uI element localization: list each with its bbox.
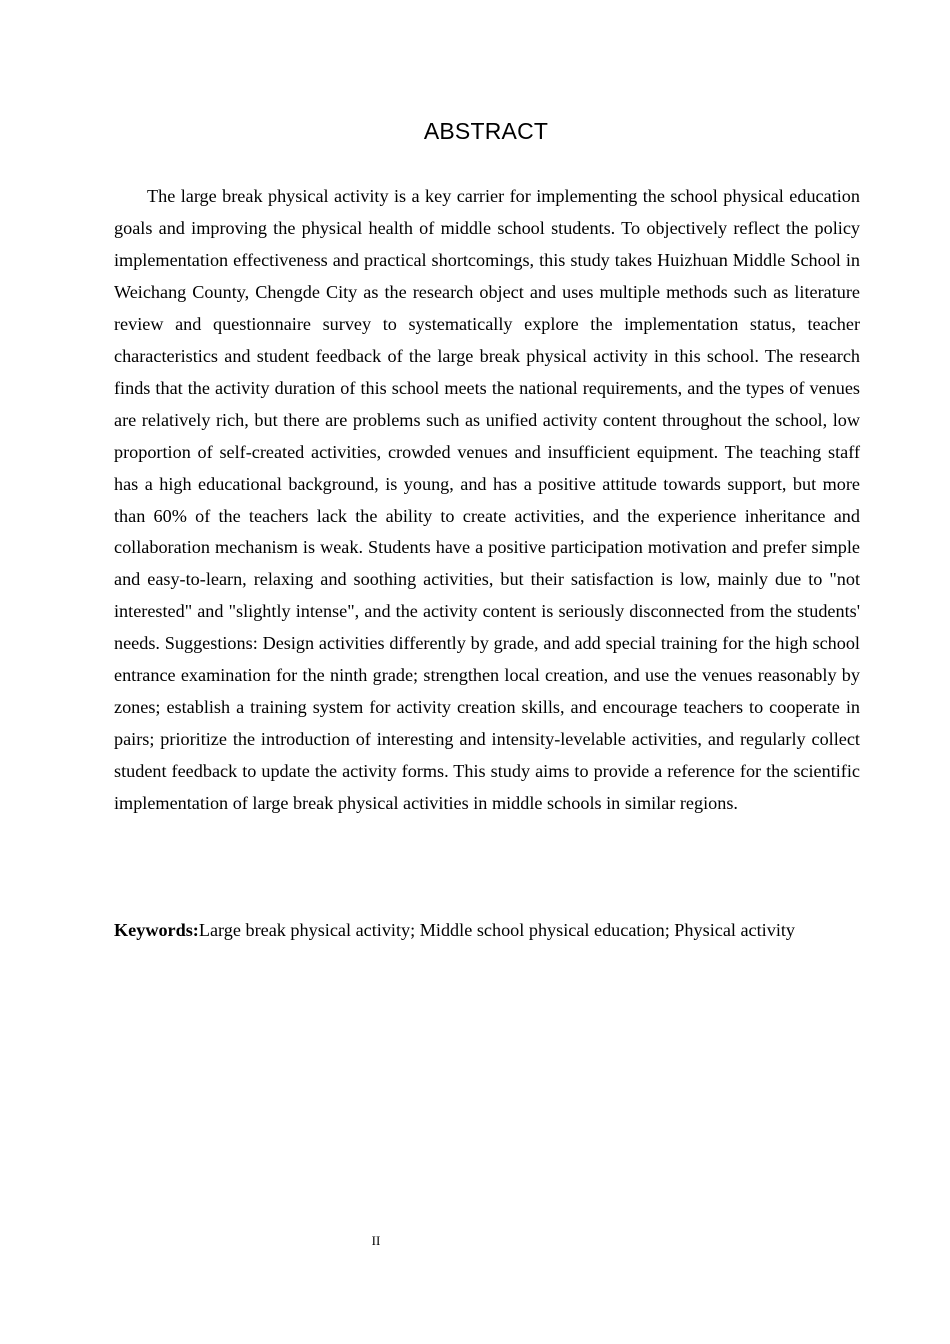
page-number: II	[371, 1233, 381, 1248]
keywords-label: Keywords:	[114, 920, 199, 940]
keywords-text: Large break physical activity; Middle school physical education; Physical activity	[198, 920, 796, 940]
abstract-title: ABSTRACT	[423, 118, 549, 144]
abstract-body: The large break physical activity is a key carrier for implementing the school physical education goals and improving the physical health of middle school students. To objectively reflect the policy implementation effectiveness and practical shortcomings, this study takes Huizhuan Middle School in Weichang County, Chengde City as the research object and uses multiple methods such as literature review and questionnaire survey to systematically explore the implementation status, teacher characteristics and student feedback of the large break physical activity in this school. The research finds that the activity duration of this school meets the national requirements, and the types of venues are relatively rich, but there are problems such as unified activity content throughout the school, low proportion of self-created activities, crowded venues and insufficient equipment. The teaching staff has a high educational background, is young, and has a positive attitude towards support, but more than 60% of the teachers lack the ability to create activities, and the experience inheritance and collaboration mechanism is weak. Students have a positive participation motivation and prefer simple and easy-to-learn, relaxing and soothing activities, but their satisfaction is low, mainly due to "not interested" and "slightly intense", and the activity content is seriously disconnected from the students' needs. Suggestions: Design activities differently by grade, and add special training for the high school entrance examination for the ninth grade; strengthen local creation, and use the venues reasonably by zones; establish a training system for activity creation skills, and encourage teachers to cooperate in pairs; prioritize the introduction of interesting and intensity-levelable activities, and regularly collect student feedback to update the activity forms. This study aims to provide a reference for the scientific implementation of large break physical activities in middle schools in similar regions.	[114, 186, 860, 814]
keywords-paragraph	[114, 915, 860, 947]
